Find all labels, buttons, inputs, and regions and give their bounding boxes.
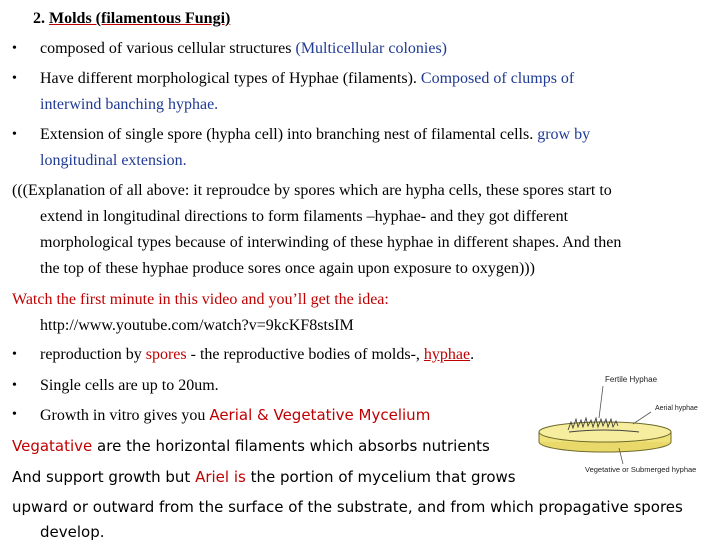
bullet-highlight: (Multicellular colonies): [295, 40, 447, 57]
paragraph-line-4: develop.: [40, 523, 105, 541]
bullet-text: - the reproductive bodies of molds-,: [186, 346, 424, 363]
spores-term: spores: [145, 346, 187, 363]
bullet-extension: [40, 125, 590, 145]
vegetative-term: Vegatative: [12, 437, 93, 455]
bullet-highlight: Composed of clumps of: [420, 70, 575, 87]
paragraph-line-2: [12, 467, 516, 487]
dish-top: [539, 422, 671, 442]
fertile-hyphae-label: Fertile Hyphae: [605, 375, 658, 384]
bullet-text: reproduction by: [40, 346, 146, 363]
mycelium-diagram: [533, 368, 718, 478]
hyphae-term: hyphae: [423, 346, 471, 363]
aerial-arrow: [633, 412, 651, 424]
section-title: [33, 9, 230, 29]
bullet-single-cells: Single cells are up to 20um.: [40, 377, 219, 394]
paragraph-text: are the horizontal filaments which absorbs nutrients: [92, 437, 490, 455]
section-label: Molds (filamentous Fungi): [49, 10, 231, 27]
paragraph-line-1: [12, 436, 490, 456]
bullet-text: Growth in vitro gives you: [40, 407, 210, 424]
explanation-line-1: (((Explanation of all above: it reproudce by spores which are hypha cells, these spores start to: [12, 182, 612, 199]
bullet-dot: •: [12, 378, 17, 393]
bullet-composed: [40, 39, 447, 59]
bullet-extension-cont: longitudinal extension.: [40, 152, 187, 169]
paragraph-text: the portion of mycelium that grows: [245, 468, 516, 486]
bullet-text: Extension of single spore (hypha cell) into branching nest of filamental cells.: [40, 126, 538, 143]
bullet-dot: •: [12, 41, 17, 56]
fertile-arrow: [599, 386, 603, 418]
aerial-hyphae-label: Aerial hyphae: [655, 405, 698, 412]
bullet-text: Have different morphological types of Hyphae (filaments).: [40, 70, 421, 87]
explanation-line-4: the top of these hyphae produce sores once again upon exposure to oxygen))): [40, 260, 535, 277]
bullet-dot: •: [12, 347, 17, 362]
bullet-reproduction: [40, 345, 474, 365]
bullet-dot: •: [12, 127, 17, 142]
vegetative-hyphae-label: Vegetative or Submerged hyphae: [585, 465, 697, 474]
bullet-dot: •: [12, 71, 17, 86]
explanation-line-3: morphological types because of interwinding of these hyphae in different shapes. And then: [40, 234, 622, 251]
paragraph-text: And support growth but: [12, 468, 196, 486]
bullet-text: composed of various cellular structures: [40, 40, 296, 57]
bullet-morphological: [40, 69, 574, 89]
bullet-text: .: [470, 346, 475, 363]
bullet-dot: •: [12, 407, 17, 422]
video-link[interactable]: http://www.youtube.com/watch?v=9kcKF8stsIM: [40, 317, 354, 334]
bullet-morphological-cont: interwind banching hyphae.: [40, 96, 219, 113]
ariel-term: Ariel is: [195, 468, 246, 486]
paragraph-line-3: upward or outward from the surface of the substrate, and from which propagative spores: [12, 498, 683, 516]
mycelium-term: Aerial & Vegetative Mycelium: [209, 406, 431, 424]
bullet-growth: [40, 405, 430, 426]
explanation-line-2: extend in longitudinal directions to form filaments –hyphae- and they got different: [40, 208, 569, 225]
bullet-highlight: grow by: [537, 126, 591, 143]
video-intro: Watch the first minute in this video and you’ll get the idea:: [12, 291, 389, 308]
section-number: 2.: [33, 10, 45, 27]
